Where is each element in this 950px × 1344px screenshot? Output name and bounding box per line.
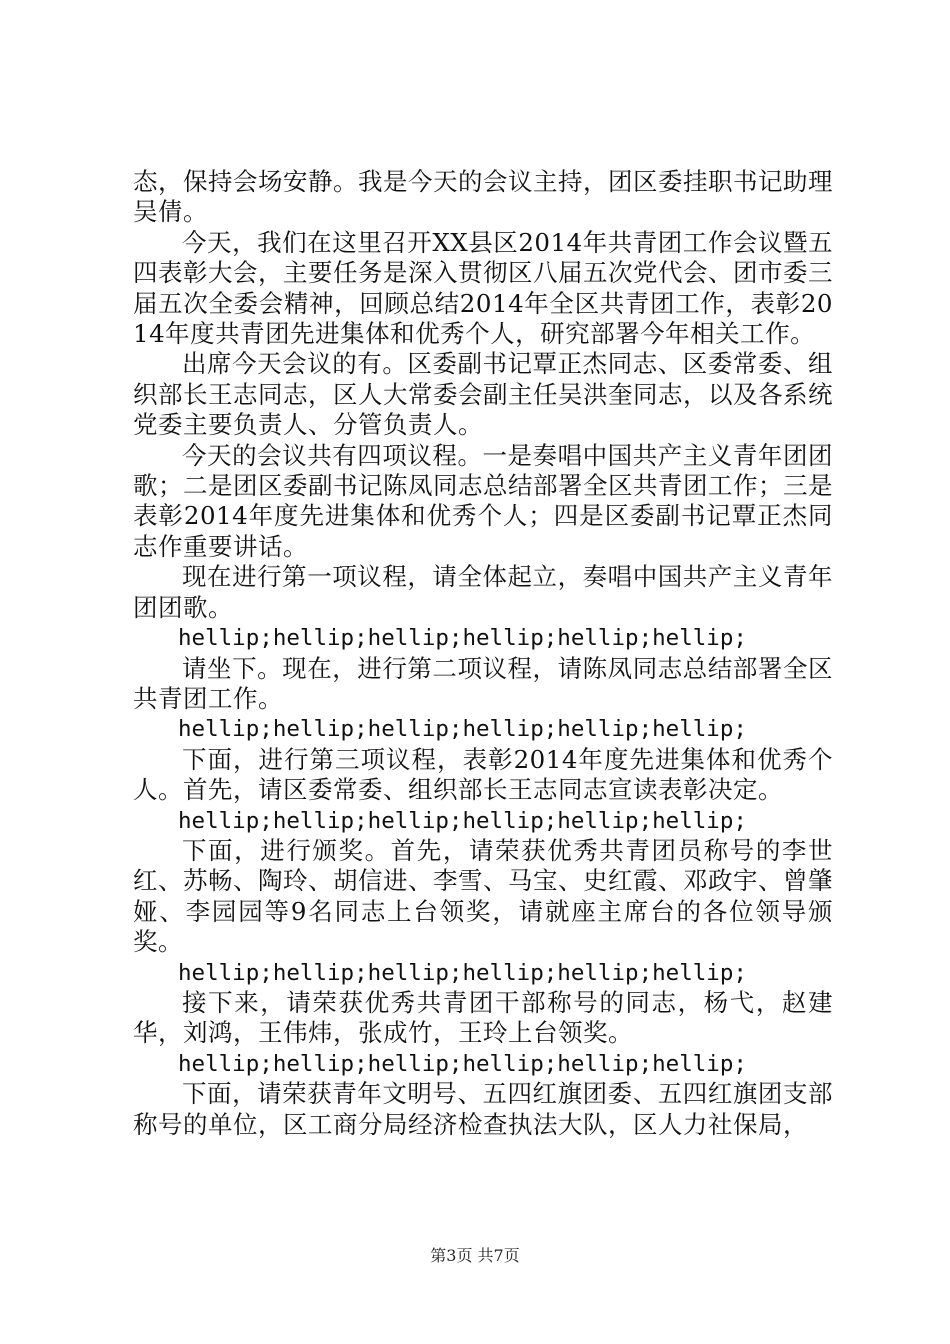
body-paragraph: 接下来，请荣获优秀共青团干部称号的同志，杨弋，赵建华，刘鸿，王伟炜，张成竹，王玲上台领奖。 bbox=[133, 987, 833, 1048]
body-paragraph: 现在进行第一项议程，请全体起立，奏唱中国共产主义青年团团歌。 bbox=[133, 562, 833, 622]
body-paragraph: 态，保持会场安静。我是今天的会议主持，团区委挂职书记助理吴倩。 bbox=[133, 167, 833, 227]
document-body bbox=[133, 167, 833, 1140]
body-paragraph: 今天，我们在这里召开XX县区2014年共青团工作会议暨五四表彰大会，主要任务是深入贯彻区八届五次党代会、团市委三届五次全委会精神，回顾总结2014年全区共青团工作，表彰2014年度共青团先进集体和优秀个人，研究部署今年相关工作。 bbox=[133, 227, 833, 349]
body-paragraph: 出席今天会议的有。区委副书记覃正杰同志、区委常委、组织部长王志同志，区人大常委会副主任吴洪奎同志，以及各系统党委主要负责人、分管负责人。 bbox=[133, 349, 833, 440]
ellipsis-line: hellip;hellip;hellip;hellip;hellip;hellip; bbox=[178, 716, 747, 743]
body-paragraph: 下面，进行第三项议程，表彰2014年度先进集体和优秀个人。首先，请区委常委、组织部长王志同志宣读表彰决定。 bbox=[133, 744, 833, 805]
ellipsis-line: hellip;hellip;hellip;hellip;hellip;hellip; bbox=[178, 625, 747, 652]
ellipsis-line: hellip;hellip;hellip;hellip;hellip;hellip; bbox=[178, 1050, 747, 1077]
ellipsis-line: hellip;hellip;hellip;hellip;hellip;hellip; bbox=[178, 959, 747, 986]
ellipsis-line: hellip;hellip;hellip;hellip;hellip;hellip; bbox=[178, 807, 747, 834]
body-paragraph: 请坐下。现在，进行第二项议程，请陈凤同志总结部署全区共青团工作。 bbox=[133, 653, 833, 713]
body-paragraph: 下面，进行颁奖。首先，请荣获优秀共青团员称号的李世红、苏畅、陶玲、胡信进、李雪、马宝、史红霞、邓政宇、曾肇娅、李园园等9名同志上台领奖，请就座主席台的各位领导颁奖。 bbox=[133, 835, 833, 957]
body-paragraph: 今天的会议共有四项议程。一是奏唱中国共产主义青年团团歌；二是团区委副书记陈凤同志总结部署全区共青团工作；三是表彰2014年度先进集体和优秀个人；四是区委副书记覃正杰同志作重要讲话。 bbox=[133, 440, 833, 561]
body-paragraph: 下面，请荣获青年文明号、五四红旗团委、五四红旗团支部称号的单位，区工商分局经济检查执法大队，区人力社保局， bbox=[133, 1079, 833, 1139]
page-footer: 第3页 共7页 bbox=[430, 1246, 520, 1265]
